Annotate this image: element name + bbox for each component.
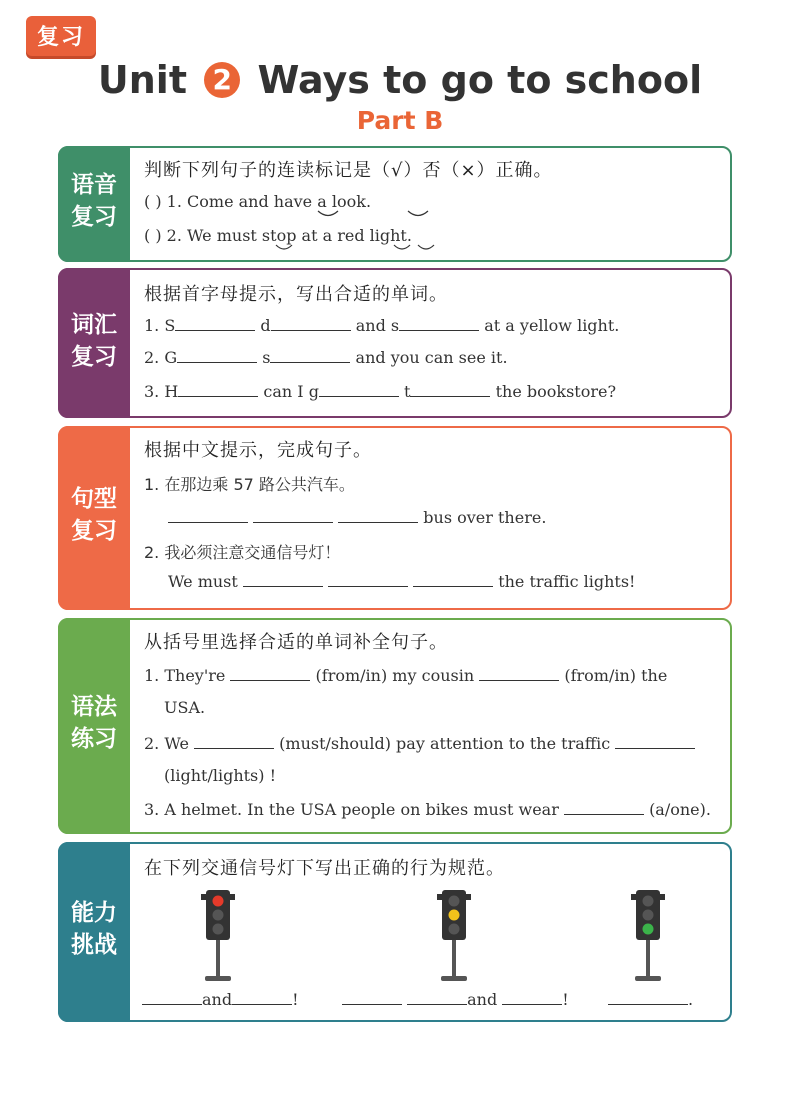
answer-blank[interactable] <box>328 572 408 587</box>
text-segment: 2. G <box>144 348 178 367</box>
text-segment: and <box>467 990 498 1009</box>
answer-blank[interactable] <box>338 508 418 523</box>
text-segment: ! <box>562 990 569 1009</box>
answer-blank[interactable] <box>232 990 292 1005</box>
exercise-line <box>168 508 716 527</box>
section-tab <box>58 618 130 834</box>
text-segment: d <box>260 316 271 335</box>
exercise-line: (light/lights) ! <box>164 766 277 785</box>
text-segment: (from/in) the <box>564 666 668 685</box>
section-phonics <box>58 146 732 262</box>
answer-blank[interactable] <box>175 316 255 331</box>
answer-blank[interactable] <box>194 734 274 749</box>
answer-blank[interactable] <box>615 734 695 749</box>
page-title <box>0 58 800 102</box>
answer-blank[interactable] <box>564 800 644 815</box>
traffic-light-yellow <box>436 888 472 984</box>
answer-blank[interactable] <box>243 572 323 587</box>
tab-label-line1: 语音 <box>71 172 117 198</box>
sentence-text: 1. Come and have a look. <box>166 192 372 211</box>
answer-blank[interactable] <box>168 508 248 523</box>
text-segment: (from/in) my cousin <box>315 666 475 685</box>
text-segment: 2. We <box>144 734 189 753</box>
tab-label-line1: 句型 <box>71 486 117 512</box>
section-tab <box>58 842 130 1022</box>
title-suffix: Ways to go to school <box>257 58 703 102</box>
answer-paren[interactable]: ( ) <box>144 192 162 211</box>
chinese-prompt: 1. 在那边乘 57 路公共汽车。 <box>144 475 355 494</box>
answer-blank[interactable] <box>319 382 399 397</box>
answer-blank[interactable] <box>270 348 350 363</box>
sentence-text: 2. We must stop at a red light. <box>166 226 412 245</box>
text-segment: 1. S <box>144 316 176 335</box>
answer-blank[interactable] <box>413 572 493 587</box>
exercise-line <box>144 348 716 367</box>
text-segment: (must/should) pay attention to the traffic <box>279 734 611 753</box>
chinese-prompt: 2. 我必须注意交通信号灯！ <box>144 543 341 562</box>
part-label: Part B <box>356 106 444 135</box>
tab-label-line1: 词汇 <box>71 312 117 338</box>
section-challenge <box>58 842 732 1022</box>
tab-label-line2: 复习 <box>71 344 117 370</box>
answer-blank[interactable] <box>177 348 257 363</box>
answer-paren[interactable]: ( ) <box>144 226 162 245</box>
review-badge-label: 复习 <box>36 25 85 50</box>
section-tab <box>58 268 130 418</box>
instruction: 在下列交通信号灯下写出正确的行为规范。 <box>144 858 505 879</box>
tab-label-line1: 能力 <box>71 900 117 926</box>
answer-blank[interactable] <box>608 990 688 1005</box>
liaison-marks-2 <box>270 242 470 254</box>
tab-label-line2: 复习 <box>71 518 117 544</box>
answer-blank[interactable] <box>230 666 310 681</box>
answer-blank[interactable] <box>253 508 333 523</box>
review-badge <box>26 16 96 56</box>
text-segment: and <box>202 990 233 1009</box>
unit-number: 2 <box>204 62 240 98</box>
exercise-line <box>144 382 716 401</box>
text-segment: the bookstore? <box>495 382 617 401</box>
answer-group-green <box>608 990 716 1009</box>
tab-label-line1: 语法 <box>71 694 117 720</box>
text-segment: at a yellow light. <box>484 316 620 335</box>
tab-label-line2: 挑战 <box>71 932 117 958</box>
tab-label-line2: 练习 <box>71 726 117 752</box>
text-segment: 3. H <box>144 382 179 401</box>
title-prefix: Unit <box>97 58 187 102</box>
text-segment: 3. A helmet. In the USA people on bikes must wear <box>144 800 559 819</box>
answer-blank[interactable] <box>502 990 562 1005</box>
tab-label-line2: 复习 <box>71 204 117 230</box>
answer-blank[interactable] <box>407 990 467 1005</box>
section-vocabulary <box>58 268 732 418</box>
exercise-line <box>144 800 716 819</box>
section-tab <box>58 146 130 262</box>
exercise-line <box>144 734 716 753</box>
instruction: 根据首字母提示，写出合适的单词。 <box>144 284 448 305</box>
text-segment: 1. They're <box>144 666 226 685</box>
text-segment: t <box>404 382 411 401</box>
exercise-line <box>144 666 716 685</box>
text-segment: and s <box>355 316 400 335</box>
text-segment: the traffic lights! <box>498 572 636 591</box>
text-segment: can I g <box>263 382 319 401</box>
text-segment: s <box>262 348 271 367</box>
text-segment: . <box>688 990 694 1009</box>
answer-blank[interactable] <box>479 666 559 681</box>
liaison-marks-1 <box>316 208 456 220</box>
exercise-line <box>168 572 716 591</box>
instruction: 判断下列句子的连读标记是（√）否（×）正确。 <box>144 160 553 181</box>
traffic-light-red <box>200 888 236 984</box>
instruction: 根据中文提示，完成句子。 <box>144 440 372 461</box>
answer-blank[interactable] <box>399 316 479 331</box>
answer-blank[interactable] <box>178 382 258 397</box>
text-segment: ! <box>292 990 299 1009</box>
text-segment: We must <box>168 572 238 591</box>
section-sentences <box>58 426 732 610</box>
answer-blank[interactable] <box>142 990 202 1005</box>
section-tab <box>58 426 130 610</box>
text-segment: (a/one). <box>649 800 711 819</box>
answer-blank[interactable] <box>342 990 402 1005</box>
exercise-line: USA. <box>164 698 206 717</box>
traffic-light-green <box>630 888 666 984</box>
text-segment: and you can see it. <box>355 348 508 367</box>
section-grammar <box>58 618 732 834</box>
text-segment: bus over there. <box>423 508 547 527</box>
instruction: 从括号里选择合适的单词补全句子。 <box>144 632 448 653</box>
answer-blank[interactable] <box>271 316 351 331</box>
exercise-line <box>144 316 716 335</box>
answer-blank[interactable] <box>410 382 490 397</box>
